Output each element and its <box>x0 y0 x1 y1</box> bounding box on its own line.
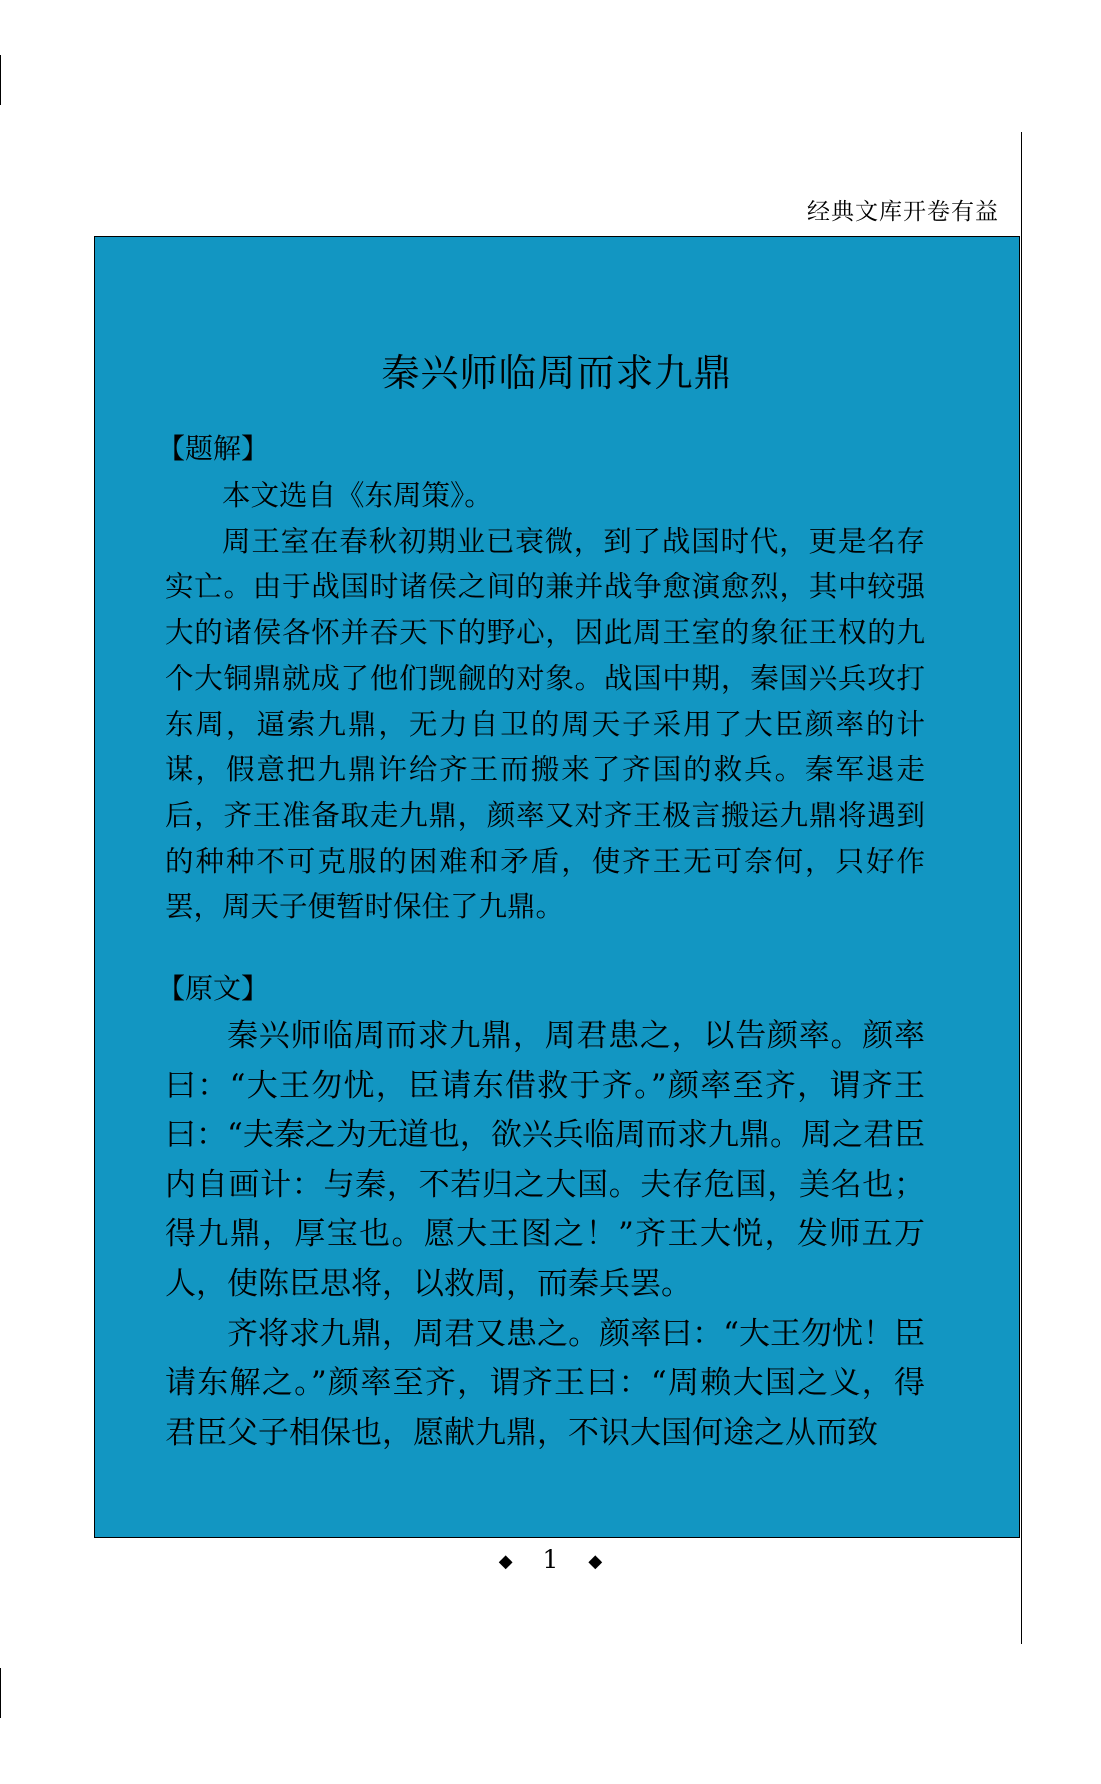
paragraph: 齐将求九鼎，周君又患之。颜率曰：“大王勿忧！臣请东解之。”颜率至齐，谓齐王曰：“周赖大国之义，得君臣父子相保也，愿献九鼎，不识大国何途之从而致 <box>165 1315 925 1451</box>
crop-mark-top-left <box>0 55 1 105</box>
section-body-jieti <box>165 473 925 930</box>
section-body-yuanwen <box>165 1012 925 1458</box>
page-footer <box>0 1545 1101 1574</box>
paragraph: 本文选自《东周策》。 <box>222 479 493 512</box>
page-edge-rule <box>1021 132 1022 1644</box>
content-panel <box>94 236 1020 1538</box>
crop-mark-bottom-left <box>0 1668 1 1718</box>
page-number: 1 <box>542 1545 559 1574</box>
section-heading-yuanwen: 【原文】 <box>157 972 270 1005</box>
section-heading-jieti: 【题解】 <box>157 432 270 465</box>
diamond-ornament-icon: ◆ <box>588 1551 603 1572</box>
diamond-ornament-icon: ◆ <box>498 1551 513 1572</box>
paragraph: 周王室在春秋初期业已衰微，到了战国时代，更是名存实亡。由于战国时诸侯之间的兼并战争愈演愈烈，其中较强大的诸侯各怀并吞天下的野心，因此周王室的象征王权的九个大铜鼎就成了他们觊觎的对象。战国中期，秦国兴兵攻打东周，逼索九鼎，无力自卫的周天子采用了大臣颜率的计谋，假意把九鼎许给齐王而搬来了齐国的救兵。秦军退走后，齐王准备取走九鼎，颜率又对齐王极言搬运九鼎将遇到的种种不可克服的困难和矛盾，使齐王无可奈何，只好作罢，周天子便暂时保住了九鼎。 <box>165 524 925 924</box>
running-head: 经典文库开卷有益 <box>807 199 999 225</box>
page-title: 秦兴师临周而求九鼎 <box>381 351 733 395</box>
paragraph: 秦兴师临周而求九鼎，周君患之，以告颜率。颜率曰：“大王勿忧，臣请东借救于齐。”颜率至齐，谓齐王曰：“夫秦之为无道也，欲兴兵临周而求九鼎。周之君臣内自画计：与秦，不若归之大国。夫存危国，美名也；得九鼎，厚宝也。愿大王图之！”齐王大悦，发师五万人，使陈臣思将，以救周，而秦兵罢。 <box>165 1018 925 1302</box>
